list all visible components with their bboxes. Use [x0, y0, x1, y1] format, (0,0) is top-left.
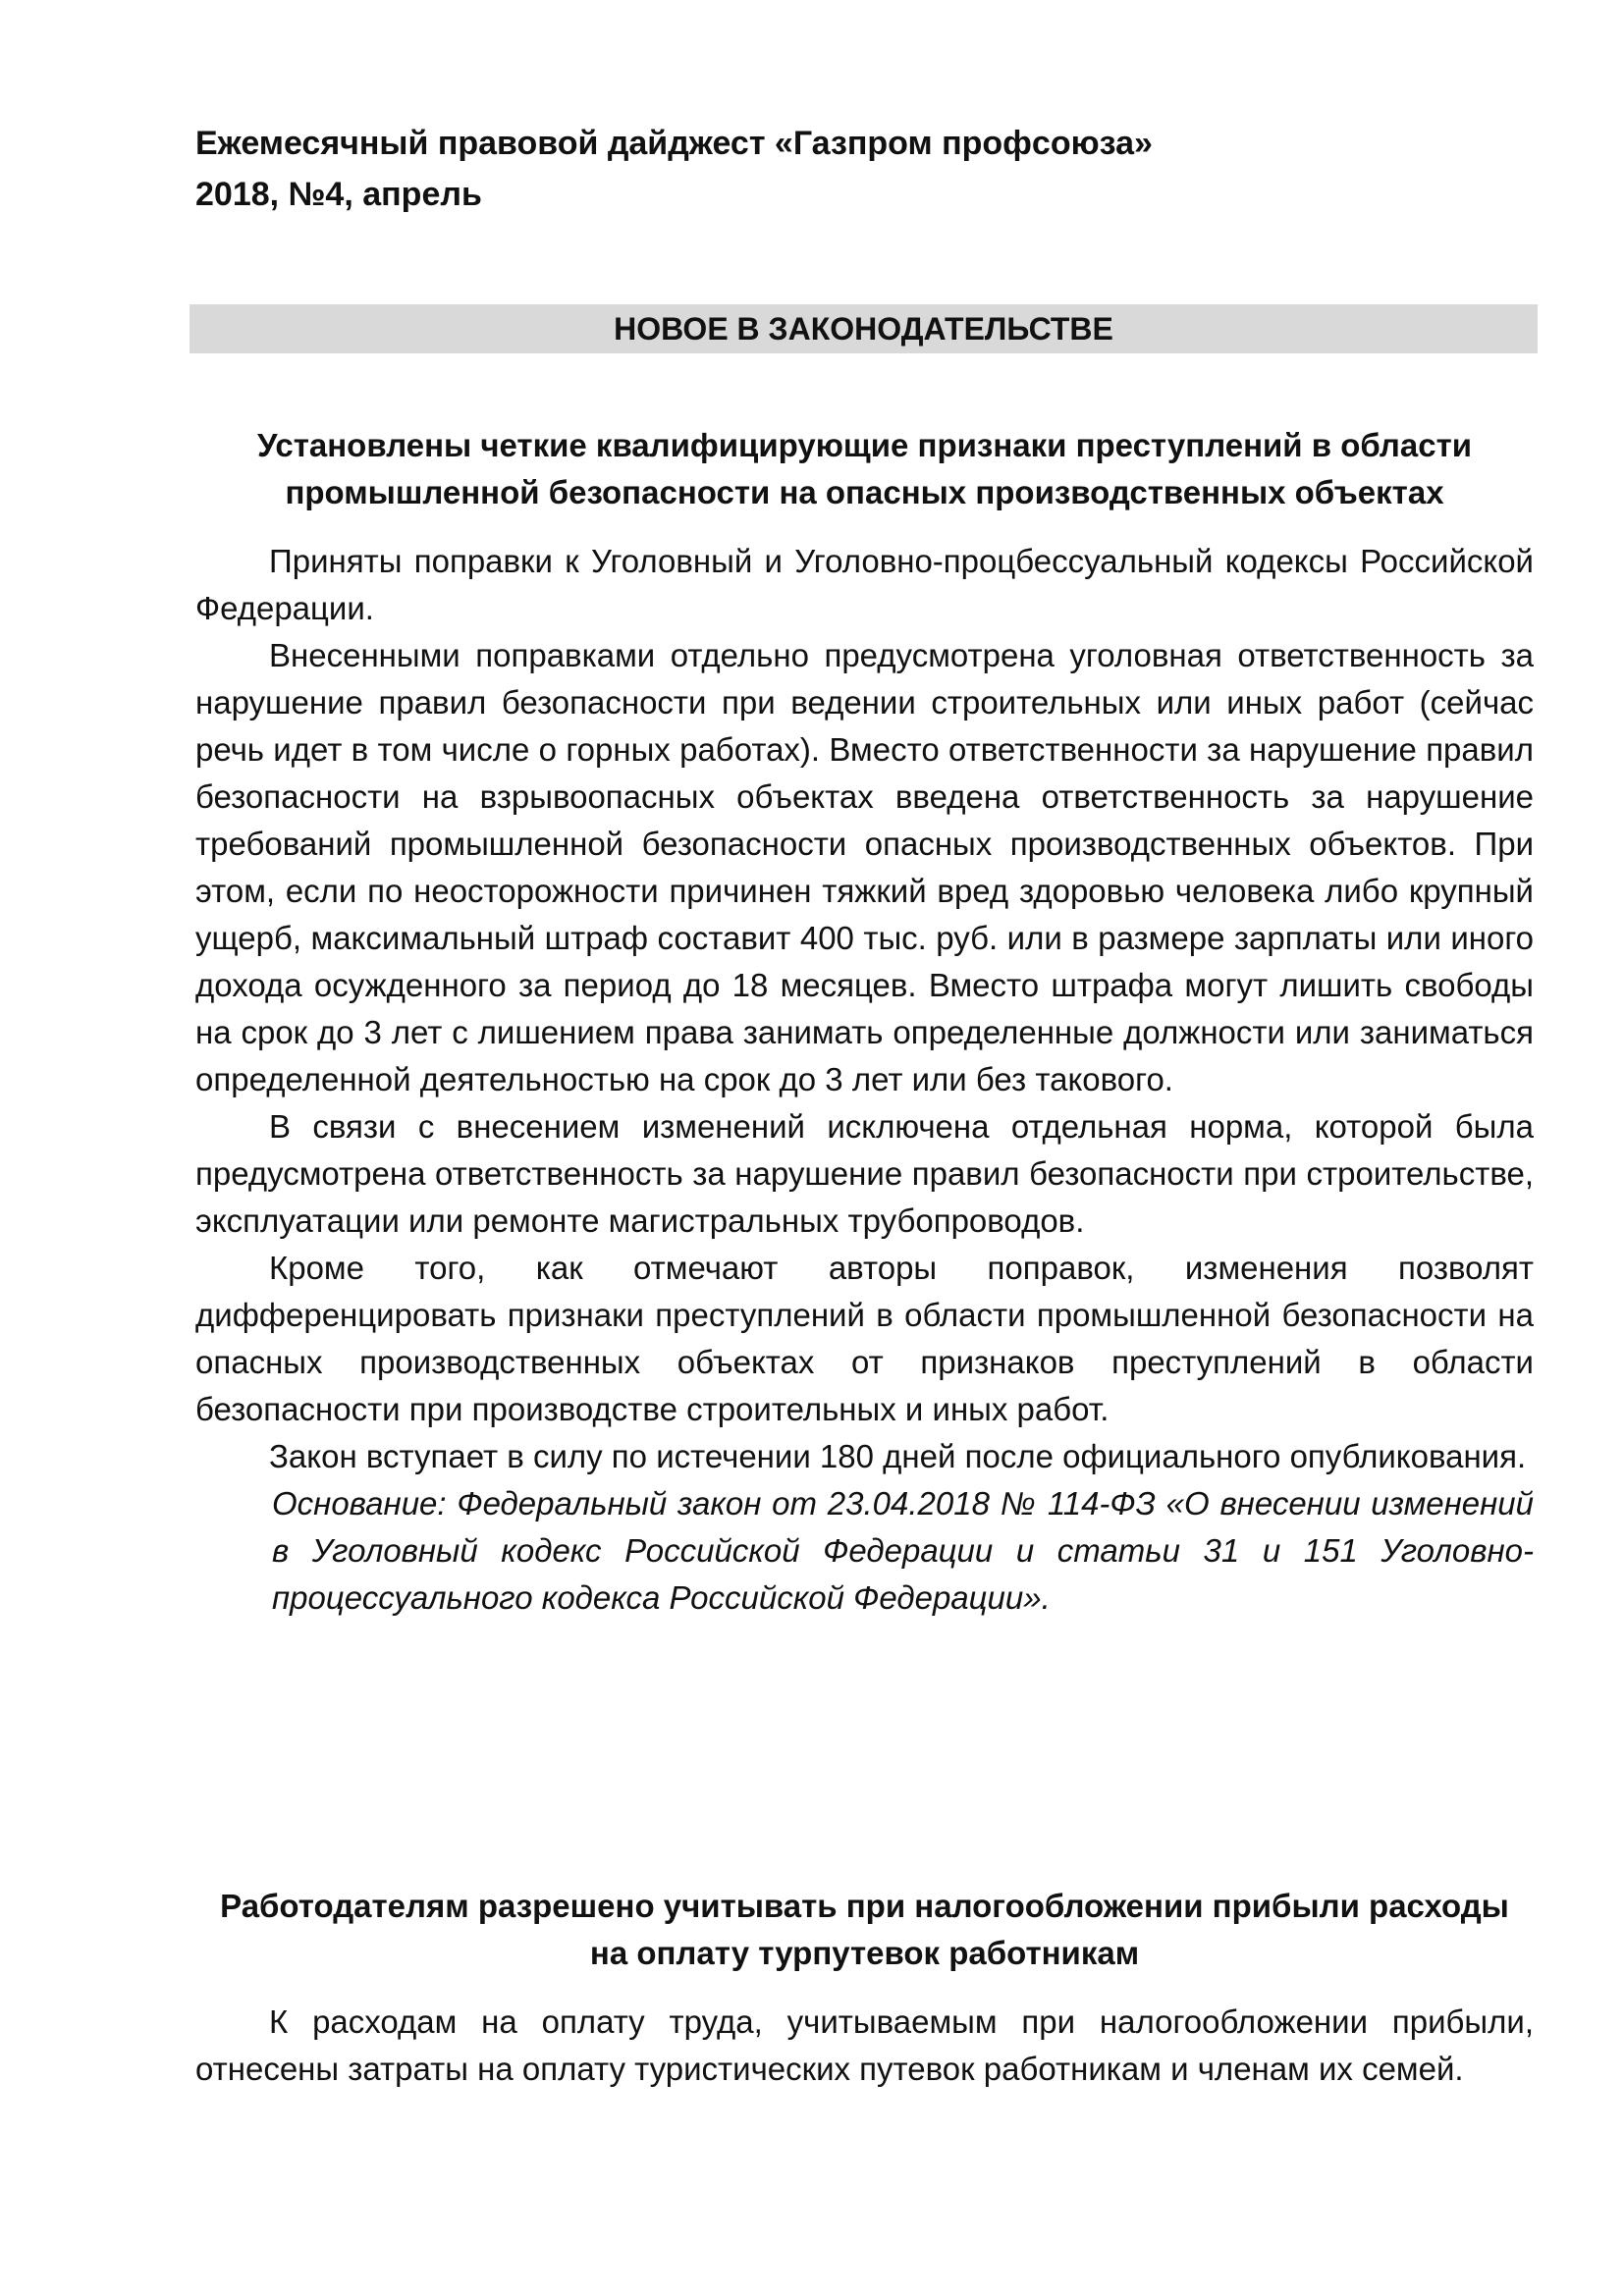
article-title-line: Работодателям разрешено учитывать при налогообложении прибыли расходы — [220, 1888, 1509, 1924]
section-heading: НОВОЕ В ЗАКОНОДАТЕЛЬСТВЕ — [189, 304, 1538, 353]
digest-header — [195, 118, 1472, 220]
article-criminal-code — [195, 422, 1534, 1622]
article-title — [195, 422, 1534, 516]
article-title — [195, 1883, 1534, 1977]
article-tax-vouchers — [195, 1883, 1534, 2093]
article-title-line: промышленной безопасности на опасных производственных объектах — [285, 474, 1444, 510]
legal-basis: Основание: Федеральный закон от 23.04.2018 № 114-ФЗ «О внесении изменений в Уголовный кодекс Российской Федерации и статьи 31 и 151 Уголовно-процессуального кодекса Российской Федерации». — [272, 1485, 1534, 1616]
digest-title: Ежемесячный правовой дайджест «Газпром профсоюза» — [195, 125, 1153, 162]
paragraph: Кроме того, как отмечают авторы поправок, изменения позволят дифференцировать признаки преступлений в области промышленной безопасности на опасных производственных объектах от признаков преступлений в области безопасности при производстве строительных и иных работ. — [195, 1250, 1534, 1427]
paragraph: К расходам на оплату труда, учитываемым при налогообложении прибыли, отнесены затраты на оплату туристических путевок работникам и членам их семей. — [195, 2003, 1534, 2087]
paragraph: В связи с внесением изменений исключена отдельная норма, которой была предусмотрена ответственность за нарушение правил безопасности при строительстве, эксплуатации или ремонте магистральных трубопроводов. — [195, 1108, 1534, 1239]
digest-issue: 2018, №4, апрель — [195, 176, 482, 213]
article-title-line: на оплату турпутевок работникам — [589, 1935, 1140, 1971]
paragraph: Приняты поправки к Уголовный и Уголовно-процбессуальный кодексы Российской Федерации. — [195, 543, 1534, 626]
paragraph: Внесенными поправками отдельно предусмотрена уголовная ответственность за нарушение правил безопасности при ведении строительных или иных работ (сейчас речь идет в том числе о горных работах). Вместо ответственности за нарушение правил безопасности на взрывоопасных объектах введена ответственность за нарушение требований промышленной безопасности опасных производственных объектов. При этом, если по неосторожности причинен тяжкий вред здоровью человека либо крупный ущерб, максимальный штраф составит 400 тыс. руб. или в размере зарплаты или иного дохода осужденного за период до 18 месяцев. Вместо штрафа могут лишить свободы на срок до 3 лет с лишением права занимать определенные должности или заниматься определенной деятельностью на срок до 3 лет или без такового. — [195, 637, 1534, 1097]
paragraph: Закон вступает в силу по истечении 180 дней после официального опубликования. — [269, 1438, 1527, 1474]
article-title-line: Установлены четкие квалифицирующие признаки преступлений в области — [256, 427, 1473, 463]
